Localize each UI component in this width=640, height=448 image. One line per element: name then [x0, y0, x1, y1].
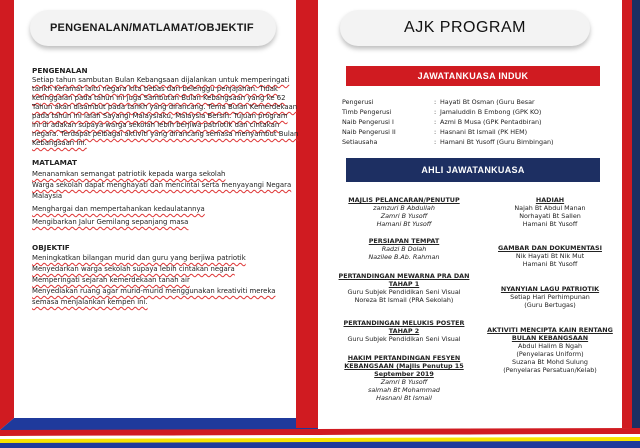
section-member: Setiap Hari Perhimpunan	[510, 293, 590, 301]
section-gambar	[482, 244, 618, 268]
section-heading: PERTANDINGAN MELUKIS POSTER	[343, 319, 465, 327]
section-member: Zamri B Yusoff	[380, 378, 428, 386]
left-blue-stripe	[0, 418, 318, 430]
section-persiapan	[334, 237, 474, 261]
section-member: Hamani Bt Yusoff	[376, 220, 432, 228]
induk-name: Azmi B Musa (GPK Pentadbiran)	[440, 118, 542, 126]
section-member: Hasnani Bt Ismail	[376, 394, 432, 402]
section-member: Hamani Bt Yusoff	[522, 260, 578, 268]
pengenalan-line: tarikh keramat iaitu negara kita bebas dari belenggu penjajahan. Tidak	[32, 85, 278, 93]
pengenalan-line: negara. Terdapat pelbagai aktiviti yang dirancang semasa menyambut Bulan	[32, 130, 299, 138]
section-member: Suzana Bt Mohd Sulung	[512, 358, 588, 366]
section-member: Nazilee B.Ab. Rahman	[368, 253, 440, 261]
section-heading: PERTANDINGAN MEWARNA PRA DAN	[338, 272, 470, 280]
section-heading: MAJLIS PELANCARAN/PENUTUP	[348, 196, 460, 204]
induk-role: Naib Pengerusi II	[342, 128, 396, 136]
objektif-heading: OBJEKTIF	[32, 243, 70, 252]
section-heading: KEBANGSAAN (Majlis Penutup 15	[344, 362, 464, 370]
pengenalan-line: Kebangsaan ini.	[32, 139, 87, 147]
section-member: Najah Bt Abdul Manan	[514, 204, 586, 212]
induk-colon: :	[434, 138, 437, 146]
section-heading: HADIAH	[535, 196, 565, 204]
section-heading: BULAN KEBANGSAAN	[511, 334, 589, 342]
induk-name: Hamani Bt Yusoff (Guru Bimbingan)	[440, 138, 554, 146]
induk-name: Hayati Bt Osman (Guru Besar	[440, 98, 535, 106]
section-member: Norhayati Bt Sallen	[519, 212, 581, 220]
section-member: Guru Subjek Pendidikan Seni Visual	[347, 335, 461, 343]
induk-colon: :	[434, 118, 437, 126]
section-heading: AKTIVITI MENCIPTA KAIN RENTANG	[487, 326, 613, 334]
section-kain-rentang	[482, 326, 618, 374]
matlamat-line: Menanamkan semangat patriotik kepada warga sekolah	[32, 170, 226, 178]
center-red-divider	[296, 0, 318, 428]
section-member: (Penyelaras Uniform)	[516, 350, 584, 358]
induk-colon: :	[434, 98, 437, 106]
section-heading: NYANYIAN LAGU PATRIOTIK	[500, 285, 600, 293]
induk-colon: :	[434, 128, 437, 136]
induk-role: Pengerusi	[342, 98, 374, 106]
section-nyanyian	[482, 285, 618, 309]
section-melukis	[334, 319, 474, 343]
section-member: zamzuri B Abdullah	[373, 204, 435, 212]
induk-name: Jamaluddin B Embong (GPK KO)	[440, 108, 542, 116]
induk-name: Hasnani Bt Ismail (PK HEM)	[440, 128, 528, 136]
section-heading: GAMBAR DAN DOKUMENTASI	[498, 244, 602, 252]
pengenalan-line: ini di adakan supaya warga sekolah lebih berjiwa patriotik dan cintakan	[32, 121, 280, 129]
matlamat-line: Mengibarkan Jalur Gemilang sepanjang masa	[32, 218, 189, 226]
right-navy-stripe	[632, 0, 640, 428]
induk-role: Timb Pengerusi	[342, 108, 392, 116]
matlamat-line: Malaysia	[32, 192, 63, 200]
induk-role: Setiausaha	[342, 138, 378, 146]
section-heading: September 2019	[374, 370, 434, 378]
section-member: Guru Subjek Pendidikan Seni Visual	[347, 288, 461, 296]
section-heading: HAKIM PERTANDINGAN FESYEN	[347, 354, 461, 362]
section-member: Abdul Halim B Ngah	[517, 342, 583, 350]
section-heading: TAHAP 2	[388, 327, 420, 335]
objektif-line: semasa menjalankan kempen ini.	[32, 298, 148, 306]
section-member: Nik Hayati Bt Nik Mut	[515, 252, 585, 260]
left-title: PENGENALAN/MATLAMAT/OBJEKTIF	[30, 10, 276, 46]
pengenalan-line: pada tahun ini ialah Sayangi Malaysiaku, Malaysia Bersih. Tujuan program	[32, 112, 288, 120]
induk-role: Naib Pengerusi I	[342, 118, 394, 126]
ahli-jawatankuasa-banner: AHLI JAWATANKUASA	[346, 158, 600, 182]
jawatankuasa-induk-banner: JAWATANKUASA INDUK	[346, 66, 600, 86]
section-member: (Penyelaras Persatuan/Kelab)	[503, 366, 597, 374]
section-mewarna	[334, 272, 474, 304]
section-member: Zamri B Yusoff	[380, 212, 428, 220]
pengenalan-line: ketinggalan pada tahun ini juga Sambutan Bulan Kebangsaan yang ke 62	[32, 94, 286, 102]
section-heading: TAHAP 1	[388, 280, 420, 288]
pengenalan-heading: PENGENALAN	[32, 66, 88, 75]
section-member: salmah Bt Mohammad	[368, 386, 440, 394]
section-member: Radzi B Dolah	[381, 245, 427, 253]
objektif-line: Memperingati sejarah kemerdekaan tanah air	[32, 276, 190, 284]
section-hakim	[334, 354, 474, 402]
matlamat-heading: MATLAMAT	[32, 158, 77, 167]
section-member: Noreza Bt Ismail (PRA Sekolah)	[354, 296, 454, 304]
section-member: Hamani Bt Yusoff	[522, 220, 578, 228]
section-hadiah	[482, 196, 618, 228]
left-red-stripe	[0, 0, 14, 430]
section-majlis	[334, 196, 474, 228]
matlamat-line: Warga sekolah dapat menghayati dan mencintai serta menyayangi Negara	[32, 181, 292, 189]
pengenalan-line: Tahun akan disambut pada tarikh yang dirancang. Tema Bulan Kemerdekaan	[32, 103, 298, 111]
right-title: AJK PROGRAM	[340, 10, 590, 46]
section-member: (Guru Bertugas)	[524, 301, 576, 309]
section-heading: PERSIAPAN TEMPAT	[368, 237, 440, 245]
objektif-line: Menyedarkan warga sekolah supaya lebih cintakan negara	[32, 265, 235, 273]
matlamat-line: Menghargai dan mempertahankan kedaulatannya	[32, 205, 205, 213]
pengenalan-line: Setiap tahun sambutan Bulan Kebangsaan dijalankan untuk memperingati	[32, 76, 290, 84]
objektif-line: Menyediakan ruang agar murid-murid menggunakan kreativiti mereka	[32, 287, 276, 295]
induk-colon: :	[434, 108, 437, 116]
objektif-line: Meningkatkan bilangan murid dan guru yang berjiwa patriotik	[32, 254, 246, 262]
